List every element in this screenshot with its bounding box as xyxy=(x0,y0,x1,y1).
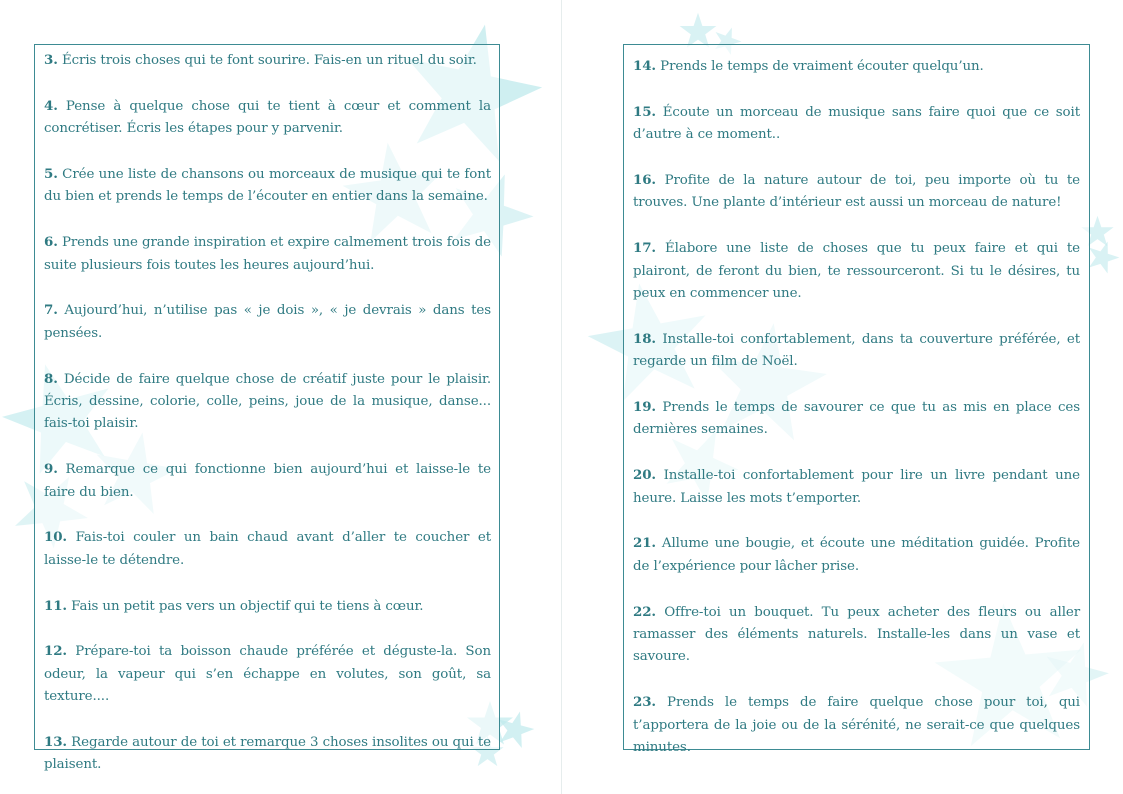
item-number: 16. xyxy=(633,172,656,188)
item-number: 3. xyxy=(44,52,58,68)
list-item xyxy=(44,231,491,277)
list-item xyxy=(44,526,491,572)
item-number: 17. xyxy=(633,240,656,257)
list-item xyxy=(633,532,1080,578)
right-page-panel xyxy=(623,44,1090,756)
list-item xyxy=(44,368,491,436)
item-number: 18. xyxy=(633,330,656,347)
item-number: 21. xyxy=(633,535,656,552)
item-text: Installe-toi confortablement pour lire un livre pendant une heure. Laisse les mots t’emporter. xyxy=(633,468,1080,506)
item-text: Prends le temps de vraiment écouter quelqu’un. xyxy=(656,59,984,74)
item-number: 8. xyxy=(44,370,58,387)
item-text: Aujourd’hui, n’utilise pas « je dois », « je devrais » dans tes pensées. xyxy=(44,303,491,341)
item-number: 22. xyxy=(633,603,656,620)
list-item xyxy=(44,458,491,504)
item-text: Remarque ce qui fonctionne bien aujourd’hui et laisse-le te faire du bien. xyxy=(44,462,491,500)
item-text: Installe-toi confortablement, dans ta couverture préférée, et regarde un film de Noël. xyxy=(633,331,1080,370)
item-text: Décide de faire quelque chose de créatif juste pour le plaisir. Écris, dessine, colorie, colle, peins, joue de la musique, danse... fais-toi plaisir. xyxy=(44,371,491,432)
item-number: 19. xyxy=(633,399,656,416)
list-item xyxy=(44,299,491,345)
item-number: 12. xyxy=(44,643,67,660)
list-item xyxy=(633,237,1080,305)
item-text: Prends le temps de faire quelque chose pour toi, qui t’apportera de la joie ou de la sérénité, ne serait-ce que quelques minutes. xyxy=(633,695,1080,756)
list-item xyxy=(44,640,491,708)
item-text: Prends le temps de savourer ce que tu as mis en place ces dernières semaines. xyxy=(633,400,1080,438)
item-number: 14. xyxy=(633,58,656,74)
item-text: Fais un petit pas vers un objectif qui te tiens à cœur. xyxy=(67,598,424,614)
item-number: 15. xyxy=(633,103,656,120)
list-item xyxy=(633,396,1080,442)
item-number: 9. xyxy=(44,461,58,478)
item-text: Fais-toi couler un bain chaud avant d’aller te coucher et laisse-le te détendre. xyxy=(44,530,491,568)
item-number: 13. xyxy=(44,734,67,751)
list-item xyxy=(633,691,1080,759)
item-number: 20. xyxy=(633,467,656,484)
item-text: Écoute un morceau de musique sans faire quoi que ce soit d’autre à ce moment.. xyxy=(633,104,1080,143)
list-item xyxy=(44,95,491,141)
list-item xyxy=(44,595,491,618)
item-text: Offre-toi un bouquet. Tu peux acheter des fleurs ou aller ramasser des éléments naturels. Installe-les dans un vase et savoure. xyxy=(633,604,1080,665)
item-text: Prépare-toi ta boisson chaude préférée et déguste-la. Son odeur, la vapeur qui s’en échappe en volutes, son goût, sa texture.... xyxy=(44,644,491,705)
list-item xyxy=(44,49,491,72)
list-item xyxy=(633,169,1080,215)
list-item xyxy=(633,55,1080,78)
item-text: Prends une grande inspiration et expire calmement trois fois de suite plusieurs fois toutes les heures aujourd’hui. xyxy=(44,235,491,273)
list-item xyxy=(633,601,1080,669)
list-item xyxy=(633,464,1080,510)
item-text: Allume une bougie, et écoute une méditation guidée. Profite de l’expérience pour lâcher prise. xyxy=(633,536,1080,574)
item-number: 23. xyxy=(633,694,656,711)
list-item xyxy=(44,163,491,209)
item-number: 7. xyxy=(44,302,58,319)
item-text: Écris trois choses qui te font sourire. Fais-en un rituel du soir. xyxy=(57,53,477,68)
item-number: 5. xyxy=(44,166,58,182)
left-page-panel xyxy=(34,44,500,773)
item-number: 11. xyxy=(44,597,67,614)
star-decoration-icon xyxy=(1085,240,1120,275)
list-item xyxy=(44,731,491,777)
item-text: Crée une liste de chansons ou morceaux de musique qui te font du bien et prends le temps de l’écouter en entier dans la semaine. xyxy=(44,167,491,205)
item-number: 6. xyxy=(44,234,58,251)
item-text: Profite de la nature autour de toi, peu importe où tu te trouves. Une plante d’intérieur est aussi un morceau de nature! xyxy=(633,173,1080,211)
list-item xyxy=(633,328,1080,374)
item-number: 10. xyxy=(44,529,67,546)
item-text: Pense à quelque chose qui te tient à cœur et comment la concrétiser. Écris les étapes pour y parvenir. xyxy=(44,98,491,137)
item-number: 4. xyxy=(44,97,58,114)
item-text: Regarde autour de toi et remarque 3 choses insolites ou qui te plaisent. xyxy=(44,735,491,773)
page-fold-divider xyxy=(561,0,562,794)
item-text: Élabore une liste de choses que tu peux faire et qui te plairont, de feront du bien, te ressourceront. Si tu le désires, tu peux en commencer une. xyxy=(633,241,1080,302)
list-item xyxy=(633,101,1080,147)
